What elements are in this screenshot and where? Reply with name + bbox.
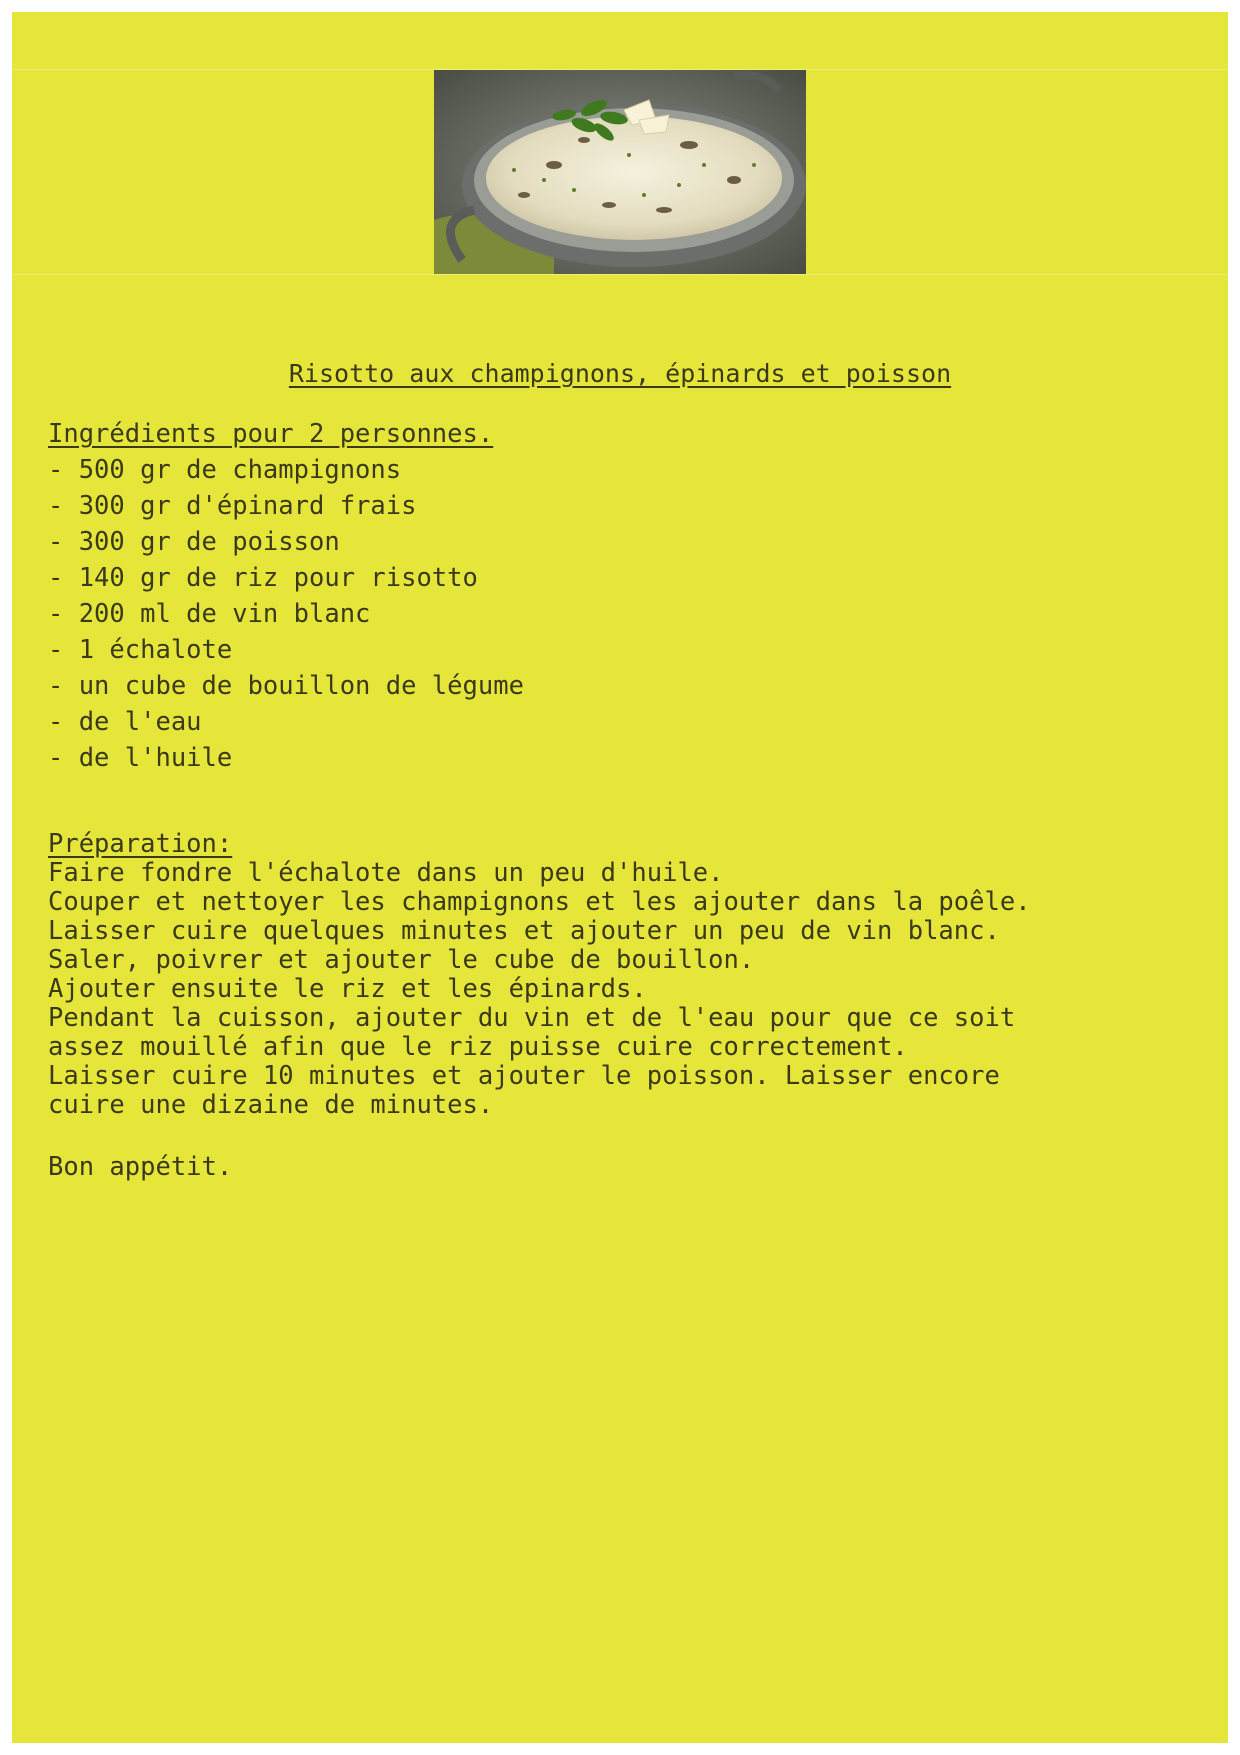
risotto-dish-photo bbox=[434, 70, 806, 274]
ingredients-list bbox=[48, 452, 1198, 776]
recipe-title: Risotto aux champignons, épinards et poisson bbox=[288, 359, 952, 388]
preparation-section bbox=[48, 829, 1208, 1120]
photo-bottom-divider bbox=[12, 274, 1228, 275]
preparation-line: Faire fondre l'échalote dans un peu d'huile. bbox=[48, 858, 724, 888]
ingredient-item: - 300 gr de poisson bbox=[48, 527, 340, 557]
preparation-line: Laisser cuire 10 minutes et ajouter le poisson. Laisser encore bbox=[48, 1061, 1000, 1091]
preparation-heading: Préparation: bbox=[48, 829, 233, 859]
ingredient-item: - un cube de bouillon de légume bbox=[48, 671, 524, 701]
recipe-page bbox=[12, 12, 1228, 1743]
preparation-line: cuire une dizaine de minutes. bbox=[48, 1090, 494, 1120]
ingredient-item: - 200 ml de vin blanc bbox=[48, 599, 371, 629]
closing-text: Bon appétit. bbox=[48, 1152, 233, 1182]
ingredient-item: - 140 gr de riz pour risotto bbox=[48, 563, 478, 593]
ingredient-item: - de l'huile bbox=[48, 743, 233, 773]
preparation-line: Ajouter ensuite le riz et les épinards. bbox=[48, 974, 647, 1004]
ingredients-section bbox=[48, 416, 1198, 776]
preparation-line: assez mouillé afin que le riz puisse cuire correctement. bbox=[48, 1032, 908, 1062]
ingredient-item: - 300 gr d'épinard frais bbox=[48, 491, 417, 521]
preparation-line: Saler, poivrer et ajouter le cube de bouillon. bbox=[48, 945, 755, 975]
ingredient-item: - 1 échalote bbox=[48, 635, 233, 665]
ingredient-item: - 500 gr de champignons bbox=[48, 455, 402, 485]
ingredient-item: - de l'eau bbox=[48, 707, 202, 737]
preparation-line: Pendant la cuisson, ajouter du vin et de l'eau pour que ce soit bbox=[48, 1003, 1016, 1033]
ingredients-heading: Ingrédients pour 2 personnes. bbox=[48, 419, 494, 449]
preparation-line: Laisser cuire quelques minutes et ajouter un peu de vin blanc. bbox=[48, 916, 1000, 946]
preparation-line: Couper et nettoyer les champignons et les ajouter dans la poêle. bbox=[48, 887, 1031, 917]
